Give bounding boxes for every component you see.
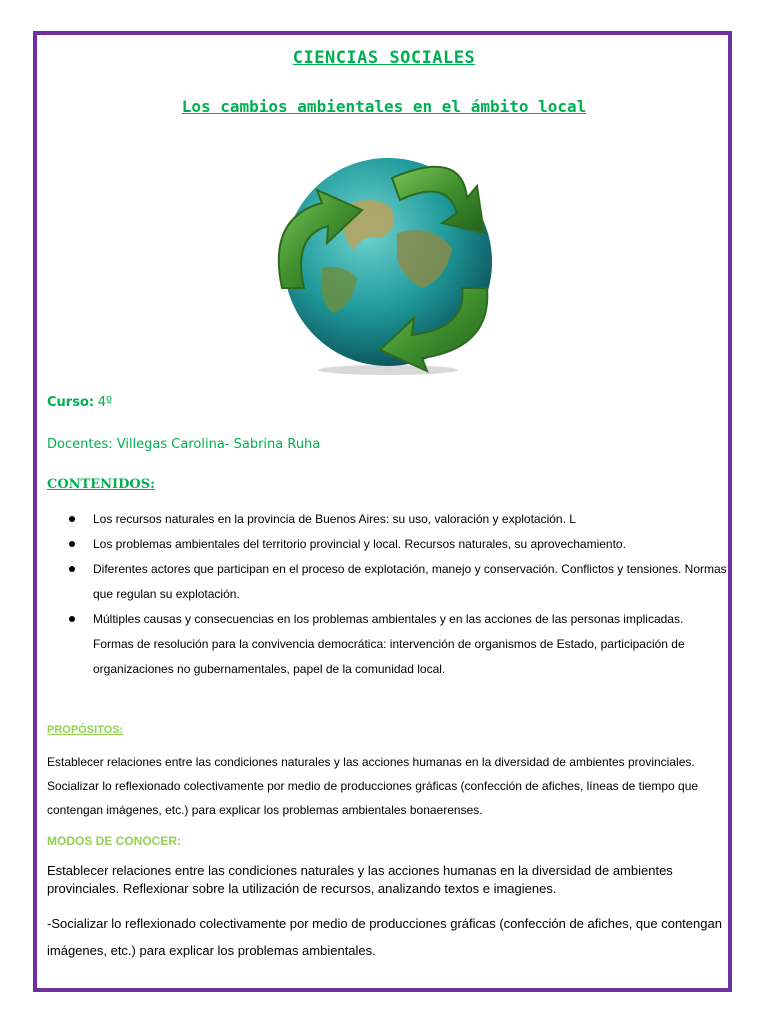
bullet-icon	[69, 541, 75, 547]
modos-paragraph-1: Establecer relaciones entre las condiciones naturales y las acciones humanas en la diversidad de ambientes provinciales. Reflexionar sobre la utilización de recursos, analizando textos e imagienes.	[47, 863, 673, 896]
list-item	[47, 507, 727, 532]
propositos-paragraph: Establecer relaciones entre las condiciones naturales y las acciones humanas en la diversidad de ambientes provinciales. Socializar lo reflexionado colectivamente por medio de producciones gráficas (confección de afiches, líneas de tiempo que contengan imágenes, etc.) para explicar los problemas ambientales bonaerenses.	[47, 755, 699, 817]
docentes-line: Docentes: Villegas Carolina- Sabrina Ruha	[47, 437, 321, 452]
list-item-text: Los problemas ambientales del territorio provincial y local. Recursos naturales, su aprovechamiento.	[93, 537, 626, 551]
list-item-text: Diferentes actores que participan en el proceso de explotación, manejo y conservación. Conflictos y tensiones. Normas que regulan su explotación.	[93, 562, 727, 601]
bullet-icon	[69, 566, 75, 572]
list-item-text: Múltiples causas y consecuencias en los problemas ambientales y en las acciones de las personas implicadas. Formas de resolución para la convivencia democrática: intervención de organismos de Estado, participación de organizaciones no gubernamentales, papel de la comunidad local.	[93, 612, 685, 676]
curso-label: Curso:	[47, 395, 95, 410]
curso-line	[47, 394, 112, 410]
subject-title: CIENCIAS SOCIALES	[292, 48, 476, 68]
globe-with-recycle-arrows-icon	[262, 138, 510, 376]
list-item	[47, 557, 727, 607]
propositos-heading: PROPÓSITOS:	[47, 724, 124, 736]
list-item-text: Los recursos naturales en la provincia de Buenos Aires: su uso, valoración y explotación. L	[93, 512, 576, 526]
bullet-icon	[69, 616, 75, 622]
list-item	[47, 607, 727, 682]
contenidos-list	[47, 507, 727, 682]
curso-value: 4º	[97, 395, 113, 410]
list-item	[47, 532, 727, 557]
bullet-icon	[69, 516, 75, 522]
globe-recycle-illustration	[262, 138, 510, 376]
contenidos-heading: CONTENIDOS:	[47, 477, 155, 492]
modos-paragraph-2: -Socializar lo reflexionado colectivamente por medio de producciones gráficas (confección de afiches, que contengan imágenes, etc.) para explicar los problemas ambientales.	[47, 916, 722, 958]
topic-title: Los cambios ambientales en el ámbito local	[181, 97, 587, 116]
modos-de-conocer-heading: MODOS DE CONOCER:	[47, 834, 182, 848]
